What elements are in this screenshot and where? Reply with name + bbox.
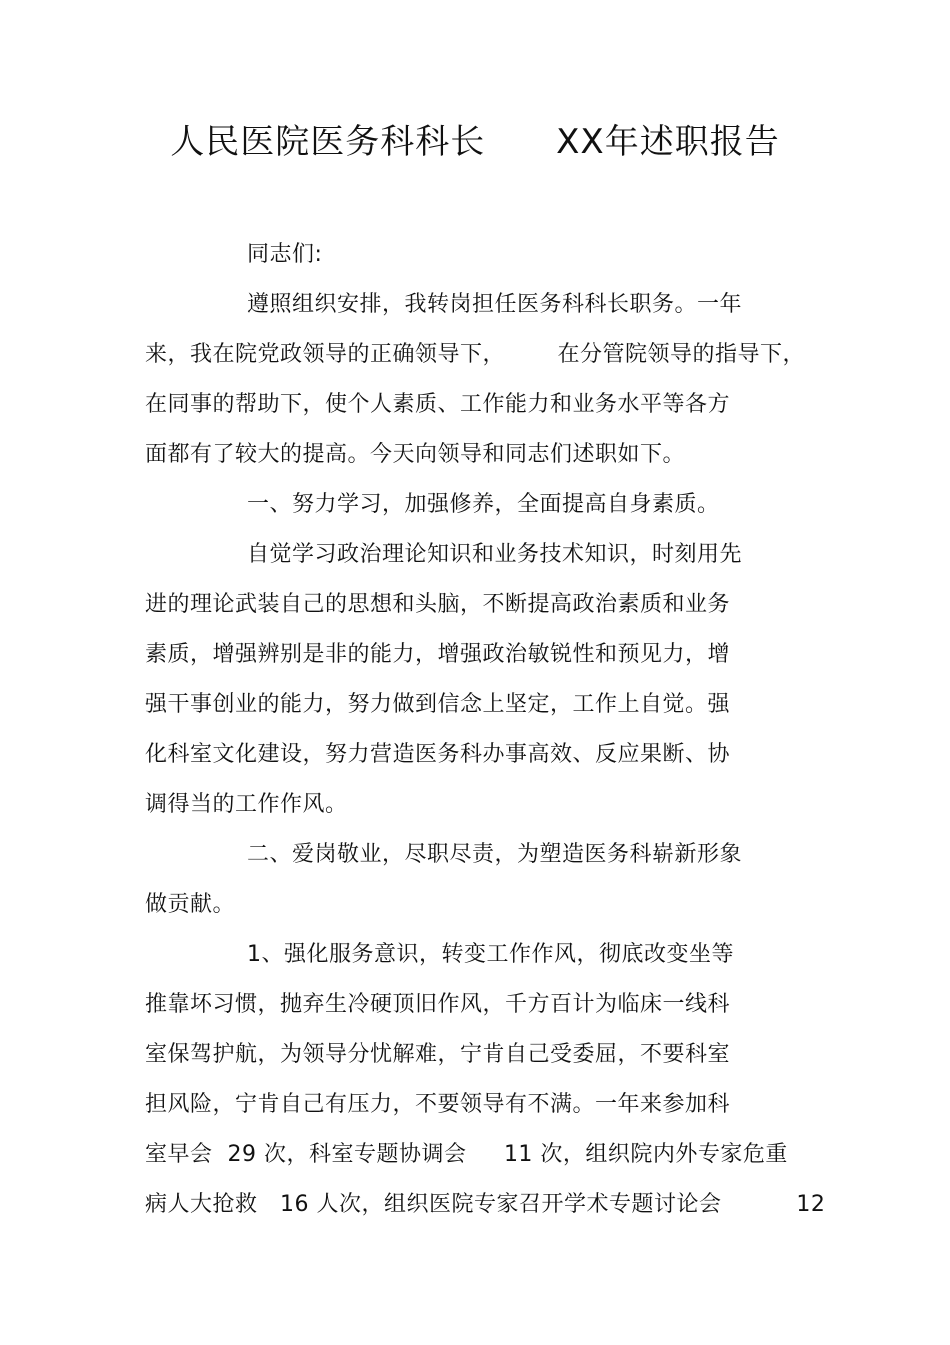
paragraph-line: 自觉学习政治理论知识和业务技术知识，时刻用先 bbox=[247, 542, 743, 567]
paragraph-line: 担风险，宁肯自己有压力，不要领导有不满。一年来参加科 bbox=[145, 1092, 731, 1117]
salutation: 同志们: bbox=[247, 242, 323, 267]
paragraph-line: 室早会 29 次，科室专题协调会 11 次，组织院内外专家危重 bbox=[145, 1142, 788, 1167]
section-heading-2-cont: 做贡献。 bbox=[145, 892, 236, 917]
paragraph-line: 调得当的工作作风。 bbox=[145, 792, 348, 817]
paragraph-line: 室保驾护航，为领导分忧解难，宁肯自己受委屈，不要科室 bbox=[145, 1042, 731, 1067]
paragraph-line: 病人大抢救 16 人次，组织医院专家召开学术专题讨论会 12 bbox=[145, 1192, 826, 1217]
paragraph-line: 在同事的帮助下，使个人素质、工作能力和业务水平等各方 bbox=[145, 392, 731, 417]
paragraph-line: 素质，增强辨别是非的能力，增强政治敏锐性和预见力，增 bbox=[145, 642, 731, 667]
paragraph-line: 化科室文化建设，努力营造医务科办事高效、反应果断、协 bbox=[145, 742, 731, 767]
paragraph-line: 来，我在院党政领导的正确领导下， 在分管院领导的指导下， bbox=[145, 342, 805, 367]
section-heading-1: 一、努力学习，加强修养，全面提高自身素质。 bbox=[247, 492, 720, 517]
paragraph-line: 强干事创业的能力，努力做到信念上坚定，工作上自觉。强 bbox=[145, 692, 731, 717]
document-title: 人民医院医务科科长 XX年述职报告 bbox=[170, 122, 780, 162]
paragraph-line: 1、强化服务意识，转变工作作风，彻底改变坐等 bbox=[247, 942, 734, 967]
paragraph-line: 推靠坏习惯，抛弃生冷硬顶旧作风，千方百计为临床一线科 bbox=[145, 992, 731, 1017]
section-heading-2: 二、爱岗敬业，尽职尽责，为塑造医务科崭新形象 bbox=[247, 842, 743, 867]
paragraph-line: 遵照组织安排，我转岗担任医务科科长职务。一年 bbox=[247, 292, 743, 317]
paragraph-line: 面都有了较大的提高。今天向领导和同志们述职如下。 bbox=[145, 442, 686, 467]
paragraph-line: 进的理论武装自己的思想和头脑，不断提高政治素质和业务 bbox=[145, 592, 731, 617]
